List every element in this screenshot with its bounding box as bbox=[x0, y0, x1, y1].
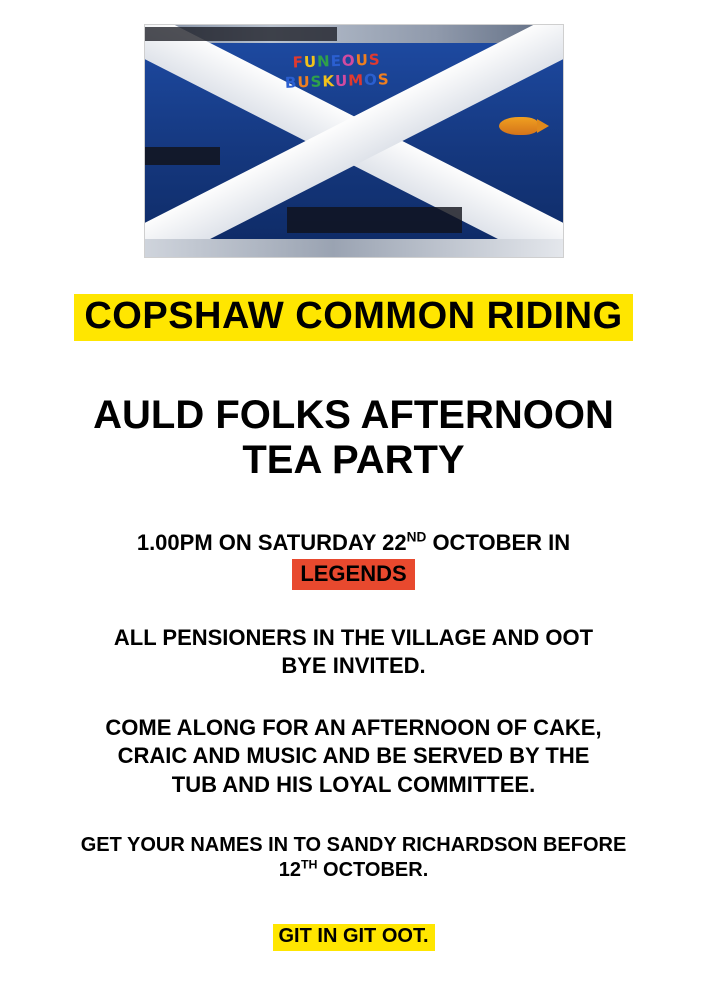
photo-dark-band-top bbox=[145, 27, 337, 41]
body-line3: TUB AND HIS LOYAL COMMITTEE. bbox=[171, 771, 536, 797]
event-time-line bbox=[44, 529, 664, 557]
invitation-text bbox=[44, 624, 664, 680]
rsvp-date-suffix: OCTOBER. bbox=[317, 859, 429, 882]
event-venue-wrapper bbox=[44, 557, 664, 590]
event-headline bbox=[24, 393, 684, 483]
body-line1: COME ALONG FOR AN AFTERNOON OF CAKE, bbox=[105, 715, 602, 741]
photo-dark-band-bottom bbox=[287, 207, 463, 233]
photo-bottom-strip bbox=[145, 239, 563, 257]
event-headline-line2: TEA PARTY bbox=[242, 437, 465, 482]
photo-dark-band-left bbox=[145, 147, 220, 165]
body-text bbox=[44, 714, 664, 798]
event-time-and-venue bbox=[44, 529, 664, 590]
rsvp-line1: GET YOUR NAMES IN TO SANDY RICHARDSON BEFORE bbox=[80, 833, 627, 856]
event-time-suffix: OCTOBER IN bbox=[426, 529, 571, 555]
rsvp-date-prefix: 12 bbox=[278, 859, 301, 882]
invitation-line1: ALL PENSIONERS IN THE VILLAGE AND OOT bbox=[113, 624, 594, 650]
page-title: COPSHAW COMMON RIDING bbox=[74, 294, 632, 341]
fish-decoration-icon bbox=[499, 117, 539, 135]
body-line2: CRAIC AND MUSIC AND BE SERVED BY THE bbox=[117, 743, 590, 769]
event-time-prefix: 1.00PM ON SATURDAY 22 bbox=[136, 529, 407, 555]
banner-letters: FUNEOUS BUSKUMOS bbox=[284, 50, 390, 92]
rsvp-text bbox=[44, 833, 664, 884]
footer-slogan: GIT IN GIT OOT. bbox=[273, 924, 435, 951]
invitation-line2: BYE INVITED. bbox=[281, 653, 426, 679]
event-venue: LEGENDS bbox=[292, 559, 414, 590]
rsvp-date-ordinal: TH bbox=[300, 857, 318, 872]
rsvp-line2 bbox=[44, 858, 664, 884]
event-time-ordinal: ND bbox=[406, 529, 427, 545]
event-headline-line1: AULD FOLKS AFTERNOON bbox=[93, 393, 614, 438]
flag-photo bbox=[144, 24, 564, 258]
